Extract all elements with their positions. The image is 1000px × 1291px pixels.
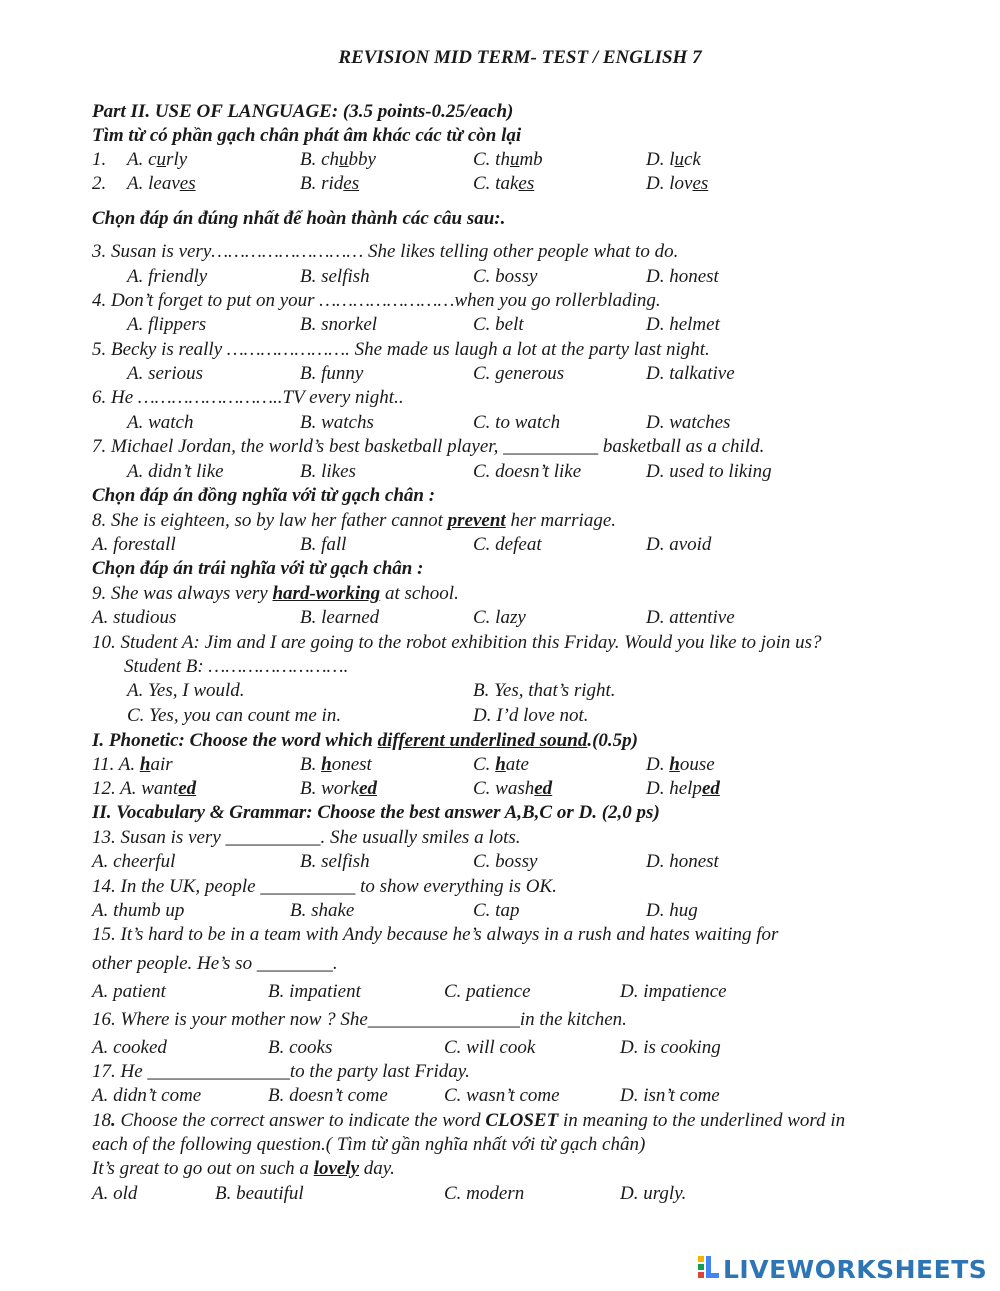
q13-option-c[interactable]: C. bossy bbox=[473, 851, 538, 872]
q8-option-c[interactable]: C. defeat bbox=[473, 534, 542, 555]
q12-option-c[interactable]: C. washed bbox=[473, 778, 553, 799]
q7-option-a[interactable]: A. didn’t like bbox=[127, 461, 224, 482]
q18-sentence: It’s great to go out on such a lovely day. bbox=[92, 1158, 395, 1179]
q14-option-b[interactable]: B. shake bbox=[290, 900, 355, 921]
q15-option-c[interactable]: C. patience bbox=[444, 981, 531, 1002]
q18-option-c[interactable]: C. modern bbox=[444, 1183, 525, 1204]
q3-option-a[interactable]: A. friendly bbox=[127, 266, 208, 287]
q2-option-b[interactable]: B. rides bbox=[300, 173, 360, 194]
q12-option-a[interactable]: 12. A. wanted bbox=[92, 778, 197, 799]
q9-option-b[interactable]: B. learned bbox=[300, 607, 380, 628]
q14-option-c[interactable]: C. tap bbox=[473, 900, 520, 921]
q15-option-a[interactable]: A. patient bbox=[92, 981, 166, 1002]
q8-option-d[interactable]: D. avoid bbox=[646, 534, 712, 555]
q3-option-c[interactable]: C. bossy bbox=[473, 266, 538, 287]
q18-option-a[interactable]: A. old bbox=[92, 1183, 138, 1204]
q1-number: 1. bbox=[92, 149, 107, 170]
q5-option-c[interactable]: C. generous bbox=[473, 363, 565, 384]
q17-option-c[interactable]: C. wasn’t come bbox=[444, 1085, 560, 1106]
q4-option-d[interactable]: D. helmet bbox=[646, 314, 720, 335]
liveworksheets-logo[interactable] bbox=[698, 1255, 987, 1285]
q2-number: 2. bbox=[92, 173, 107, 194]
instruction-synonym: Chọn đáp án đồng nghĩa với từ gạch chân : bbox=[92, 485, 436, 506]
q8-option-b[interactable]: B. fall bbox=[300, 534, 347, 555]
q2-option-c[interactable]: C. takes bbox=[473, 173, 535, 194]
q3-option-d[interactable]: D. honest bbox=[646, 266, 719, 287]
q18-line2: each of the following question.( Tìm từ gần nghĩa nhất với từ gạch chân) bbox=[92, 1134, 646, 1155]
q15-stem: 15. It’s hard to be in a team with Andy because he’s always in a rush and hates waiting for bbox=[92, 924, 779, 945]
q12-option-d[interactable]: D. helped bbox=[646, 778, 720, 799]
q4-option-c[interactable]: C. belt bbox=[473, 314, 524, 335]
q16-option-a[interactable]: A. cooked bbox=[92, 1037, 167, 1058]
q1-option-a[interactable]: A. curly bbox=[127, 149, 188, 170]
q3-option-b[interactable]: B. selfish bbox=[300, 266, 370, 287]
q13-option-d[interactable]: D. honest bbox=[646, 851, 719, 872]
q11-option-b[interactable]: B. honest bbox=[300, 754, 372, 775]
q16-option-d[interactable]: D. is cooking bbox=[620, 1037, 721, 1058]
q10-option-b[interactable]: B. Yes, that’s right. bbox=[473, 680, 616, 701]
q2-option-a[interactable]: A. leaves bbox=[127, 173, 196, 194]
q8-stem: 8. She is eighteen, so by law her father cannot prevent her marriage. bbox=[92, 510, 617, 531]
q18-option-d[interactable]: D. urgly. bbox=[620, 1183, 687, 1204]
q9-option-c[interactable]: C. lazy bbox=[473, 607, 526, 628]
q6-option-c[interactable]: C. to watch bbox=[473, 412, 561, 433]
q7-option-c[interactable]: C. doesn’t like bbox=[473, 461, 582, 482]
q6-option-b[interactable]: B. watchs bbox=[300, 412, 374, 433]
q4-stem: 4. Don’t forget to put on your ……………………when you go rollerblading. bbox=[92, 290, 661, 311]
q16-stem: 16. Where is your mother now ? She________________in the kitchen. bbox=[92, 1009, 627, 1030]
vocab-grammar-heading: II. Vocabulary & Grammar: Choose the best answer A,B,C or D. (2,0 ps) bbox=[92, 802, 660, 823]
q10-stem: 10. Student A: Jim and I are going to the robot exhibition this Friday. Would you like to join us? bbox=[92, 632, 822, 653]
part2-heading: Part II. USE OF LANGUAGE: (3.5 points-0.25/each) bbox=[92, 101, 514, 122]
q17-option-b[interactable]: B. doesn’t come bbox=[268, 1085, 388, 1106]
q6-option-d[interactable]: D. watches bbox=[646, 412, 731, 433]
q10-option-d[interactable]: D. I’d love not. bbox=[473, 705, 589, 726]
q4-option-b[interactable]: B. snorkel bbox=[300, 314, 378, 335]
q13-option-b[interactable]: B. selfish bbox=[300, 851, 370, 872]
q7-option-b[interactable]: B. likes bbox=[300, 461, 356, 482]
q16-option-c[interactable]: C. will cook bbox=[444, 1037, 536, 1058]
q11-option-a[interactable]: 11. A. hair bbox=[92, 754, 173, 775]
q17-stem: 17. He _______________to the party last Friday. bbox=[92, 1061, 470, 1082]
q7-stem: 7. Michael Jordan, the world’s best basketball player, __________ basketball as a child. bbox=[92, 436, 765, 457]
q18-option-b[interactable]: B. beautiful bbox=[215, 1183, 304, 1204]
q2-option-d[interactable]: D. loves bbox=[646, 173, 709, 194]
q13-option-a[interactable]: A. cheerful bbox=[92, 851, 176, 872]
q1-option-c[interactable]: C. thumb bbox=[473, 149, 543, 170]
q10-option-a[interactable]: A. Yes, I would. bbox=[127, 680, 245, 701]
q10-option-c[interactable]: C. Yes, you can count me in. bbox=[127, 705, 342, 726]
q17-option-a[interactable]: A. didn’t come bbox=[92, 1085, 202, 1106]
q15-line2: other people. He’s so ________. bbox=[92, 953, 338, 974]
instruction-best-answer: Chọn đáp án đúng nhất để hoàn thành các câu sau:. bbox=[92, 208, 506, 229]
q15-option-d[interactable]: D. impatience bbox=[620, 981, 727, 1002]
liveworksheets-logo-text: LIVEWORKSHEETS bbox=[723, 1255, 988, 1284]
q8-key-word: prevent bbox=[447, 510, 506, 531]
q8-option-a[interactable]: A. forestall bbox=[92, 534, 176, 555]
q9-stem: 9. She was always very hard-working at school. bbox=[92, 583, 459, 604]
q12-option-b[interactable]: B. worked bbox=[300, 778, 378, 799]
q11-option-d[interactable]: D. house bbox=[646, 754, 715, 775]
q1-option-b[interactable]: B. chubby bbox=[300, 149, 376, 170]
q18-underlined-word: lovely bbox=[313, 1158, 360, 1179]
q13-stem: 13. Susan is very __________. She usually smiles a lots. bbox=[92, 827, 521, 848]
q9-option-d[interactable]: D. attentive bbox=[646, 607, 735, 628]
q5-stem: 5. Becky is really …………………. She made us laugh a lot at the party last night. bbox=[92, 339, 710, 360]
q6-option-a[interactable]: A. watch bbox=[127, 412, 194, 433]
q5-option-a[interactable]: A. serious bbox=[127, 363, 203, 384]
q18-key-word: CLOSET bbox=[485, 1110, 559, 1131]
q14-option-a[interactable]: A. thumb up bbox=[92, 900, 185, 921]
instruction-pronunciation: Tìm từ có phần gạch chân phát âm khác các từ còn lại bbox=[92, 125, 522, 146]
q15-option-b[interactable]: B. impatient bbox=[268, 981, 361, 1002]
q9-option-a[interactable]: A. studious bbox=[92, 607, 177, 628]
q14-stem: 14. In the UK, people __________ to show everything is OK. bbox=[92, 876, 557, 897]
q14-option-d[interactable]: D. hug bbox=[646, 900, 698, 921]
q1-option-d[interactable]: D. luck bbox=[646, 149, 701, 170]
page-title: REVISION MID TERM- TEST / ENGLISH 7 bbox=[338, 47, 702, 68]
q9-key-word: hard-working bbox=[272, 583, 381, 604]
q16-option-b[interactable]: B. cooks bbox=[268, 1037, 333, 1058]
phonetic-heading: I. Phonetic: Choose the word which different underlined sound.(0.5p) bbox=[92, 730, 638, 751]
q10-line2: Student B: ……………………. bbox=[124, 656, 349, 677]
q6-stem: 6. He ……………………..TV every night.. bbox=[92, 387, 404, 408]
liveworksheets-logo-icon bbox=[698, 1255, 720, 1287]
q17-option-d[interactable]: D. isn’t come bbox=[620, 1085, 720, 1106]
q3-stem: 3. Susan is very……………………… She likes telling other people what to do. bbox=[92, 241, 679, 262]
q11-option-c[interactable]: C. hate bbox=[473, 754, 529, 775]
q18-stem: 18. Choose the correct answer to indicate the word CLOSET in meaning to the underlined word in bbox=[92, 1110, 846, 1131]
q7-option-d[interactable]: D. used to liking bbox=[646, 461, 772, 482]
q5-option-b[interactable]: B. funny bbox=[300, 363, 364, 384]
q5-option-d[interactable]: D. talkative bbox=[646, 363, 735, 384]
q4-option-a[interactable]: A. flippers bbox=[127, 314, 207, 335]
instruction-antonym: Chọn đáp án trái nghĩa với từ gạch chân : bbox=[92, 558, 424, 579]
